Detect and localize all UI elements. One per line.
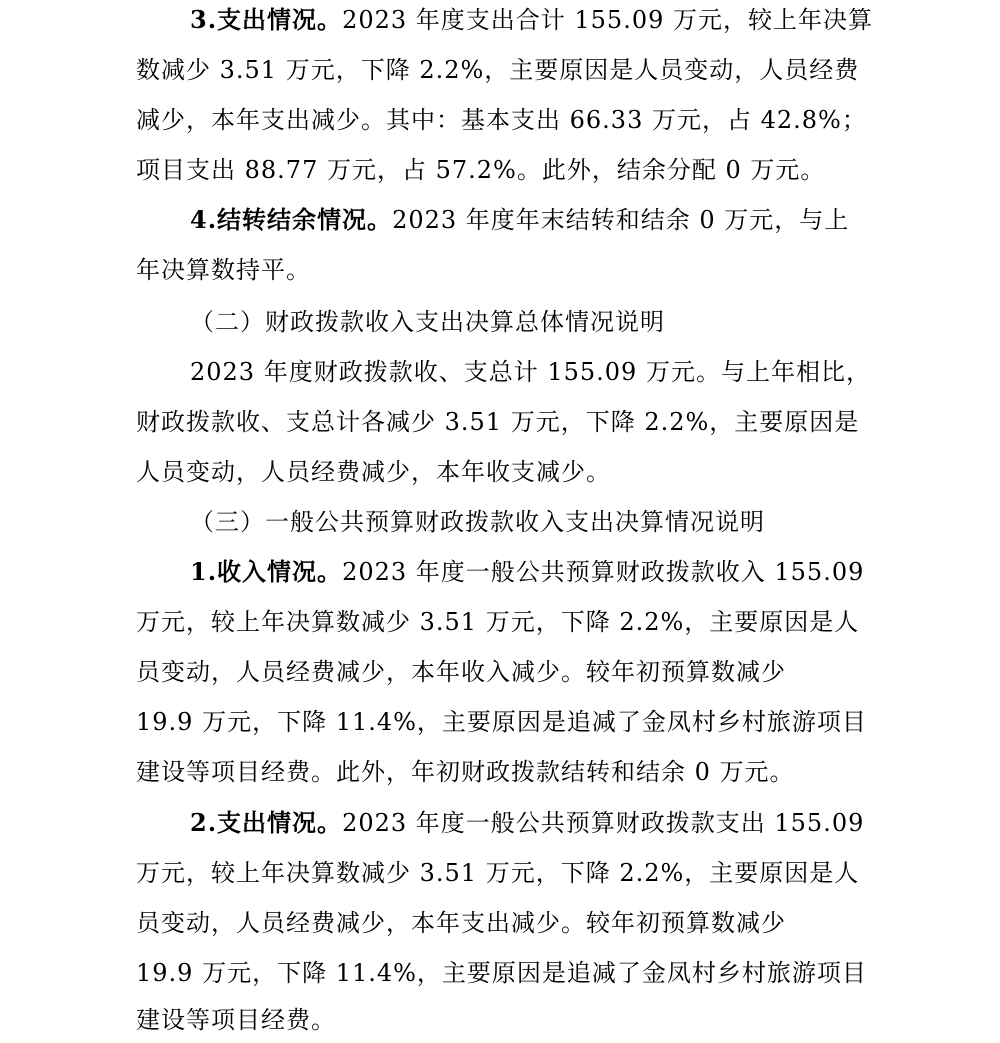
paragraph-line: 19.9 万元，下降 11.4%，主要原因是追减了金凤村乡村旅游项目 [136, 708, 867, 736]
section-title: （三）一般公共预算财政拨款收入支出决算情况说明 [190, 508, 765, 536]
paragraph-line: 年决算数持平。 [136, 256, 311, 284]
paragraph-line: 2023 年度财政拨款收、支总计 155.09 万元。与上年相比， [190, 358, 871, 386]
paragraph-line: 建设等项目经费。 [136, 1006, 336, 1034]
paragraph-text: 2023 年度一般公共预算财政拨款收入 155.09 [342, 558, 865, 586]
paragraph-line: 项目支出 88.77 万元，占 57.2%。此外，结余分配 0 万元。 [136, 156, 826, 184]
paragraph-line: 万元，较上年决算数减少 3.51 万元，下降 2.2%，主要原因是人 [136, 859, 860, 887]
paragraph-text: 2023 年度支出合计 155.09 万元，较上年决算 [342, 6, 874, 34]
paragraph-line: 建设等项目经费。此外，年初财政拨款结转和结余 0 万元。 [136, 758, 795, 786]
paragraph-line: 减少，本年支出减少。其中：基本支出 66.33 万元，占 42.8%； [136, 106, 867, 134]
paragraph-line [190, 552, 1000, 592]
paragraph-line [190, 200, 1000, 240]
paragraph-text: 2023 年度年末结转和结余 0 万元，与上 [392, 206, 850, 234]
section-heading: 4.结转结余情况。 [190, 205, 393, 234]
paragraph-line [190, 803, 1000, 843]
subsection-heading: 2.支出情况。 [190, 808, 343, 837]
paragraph-line: 19.9 万元，下降 11.4%，主要原因是追减了金凤村乡村旅游项目 [136, 959, 867, 987]
paragraph-line: 万元，较上年决算数减少 3.51 万元，下降 2.2%，主要原因是人 [136, 608, 860, 636]
section-heading: 3.支出情况。 [190, 5, 343, 34]
subsection-heading: 1.收入情况。 [190, 557, 343, 586]
paragraph-line: 员变动，人员经费减少，本年支出减少。较年初预算数减少 [136, 909, 786, 937]
paragraph-line: 财政拨款收、支总计各减少 3.51 万元，下降 2.2%，主要原因是 [136, 408, 860, 436]
paragraph-line: 人员变动，人员经费减少，本年收支减少。 [136, 458, 611, 486]
section-title: （二）财政拨款收入支出决算总体情况说明 [190, 308, 665, 336]
paragraph-line: 员变动，人员经费减少，本年收入减少。较年初预算数减少 [136, 658, 786, 686]
paragraph-text: 2023 年度一般公共预算财政拨款支出 155.09 [342, 809, 865, 837]
paragraph-line [190, 0, 1000, 40]
paragraph-line: 数减少 3.51 万元，下降 2.2%，主要原因是人员变动，人员经费 [136, 56, 860, 84]
